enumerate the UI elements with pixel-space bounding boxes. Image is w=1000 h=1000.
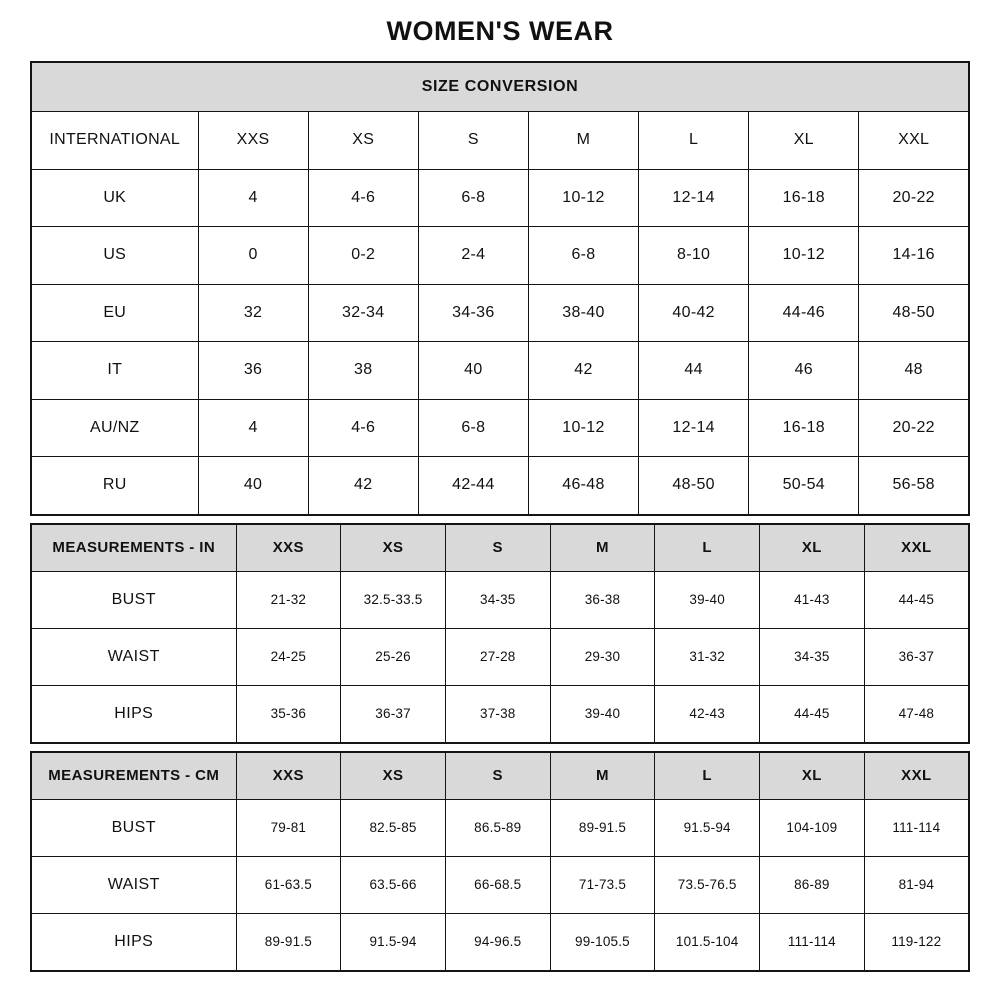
row-label: EU <box>31 284 198 342</box>
size-value-cell: 44-45 <box>760 685 865 743</box>
size-value-cell: 6-8 <box>418 399 528 457</box>
size-value-cell: 91.5-94 <box>341 913 446 971</box>
row-label: AU/NZ <box>31 399 198 457</box>
size-value-cell: 42 <box>528 342 638 400</box>
size-column-header: L <box>655 524 760 572</box>
size-value-cell: 91.5-94 <box>655 799 760 856</box>
size-value-cell: 34-35 <box>445 571 550 628</box>
size-value-cell: 71-73.5 <box>550 856 655 913</box>
size-conversion-title: SIZE CONVERSION <box>31 62 969 112</box>
size-value-cell: S <box>418 112 528 170</box>
size-value-cell: 8-10 <box>639 227 749 285</box>
size-value-cell: 31-32 <box>655 628 760 685</box>
size-value-cell: 81-94 <box>864 856 969 913</box>
row-label: RU <box>31 457 198 515</box>
size-value-cell: 4 <box>198 169 308 227</box>
size-value-cell: 36-37 <box>341 685 446 743</box>
size-value-cell: 63.5-66 <box>341 856 446 913</box>
size-value-cell: 37-38 <box>445 685 550 743</box>
table-row <box>31 856 969 913</box>
size-value-cell: 16-18 <box>749 169 859 227</box>
size-value-cell: 27-28 <box>445 628 550 685</box>
row-label: HIPS <box>31 685 236 743</box>
size-column-header: XXS <box>236 752 341 800</box>
size-value-cell: 79-81 <box>236 799 341 856</box>
size-value-cell: 61-63.5 <box>236 856 341 913</box>
size-value-cell: 12-14 <box>639 399 749 457</box>
size-value-cell: 12-14 <box>639 169 749 227</box>
size-value-cell: 34-36 <box>418 284 528 342</box>
table-row <box>31 571 969 628</box>
size-value-cell: 10-12 <box>528 169 638 227</box>
size-column-header: XL <box>760 752 865 800</box>
row-label: BUST <box>31 799 236 856</box>
size-value-cell: 56-58 <box>859 457 969 515</box>
size-value-cell: 35-36 <box>236 685 341 743</box>
table-row <box>31 685 969 743</box>
size-value-cell: 32-34 <box>308 284 418 342</box>
size-value-cell: 94-96.5 <box>445 913 550 971</box>
size-value-cell: 40 <box>198 457 308 515</box>
size-column-header: XS <box>341 752 446 800</box>
size-column-header: XL <box>760 524 865 572</box>
row-label: HIPS <box>31 913 236 971</box>
size-value-cell: 6-8 <box>418 169 528 227</box>
size-column-header: XXL <box>864 752 969 800</box>
row-label: UK <box>31 169 198 227</box>
size-value-cell: 0-2 <box>308 227 418 285</box>
table-row <box>31 399 969 457</box>
size-column-header: M <box>550 524 655 572</box>
measurements-cm-title: MEASUREMENTS - CM <box>31 752 236 800</box>
size-value-cell: L <box>639 112 749 170</box>
size-column-header: S <box>445 752 550 800</box>
size-value-cell: 36-37 <box>864 628 969 685</box>
size-value-cell: 111-114 <box>864 799 969 856</box>
size-value-cell: 44 <box>639 342 749 400</box>
size-value-cell: 86.5-89 <box>445 799 550 856</box>
table-row <box>31 628 969 685</box>
table-row <box>31 799 969 856</box>
size-value-cell: 40-42 <box>639 284 749 342</box>
size-value-cell: 48-50 <box>859 284 969 342</box>
row-label: INTERNATIONAL <box>31 112 198 170</box>
size-value-cell: 34-35 <box>760 628 865 685</box>
row-label: WAIST <box>31 628 236 685</box>
size-value-cell: 44-46 <box>749 284 859 342</box>
size-value-cell: 39-40 <box>550 685 655 743</box>
table-row <box>31 227 969 285</box>
size-column-header: L <box>655 752 760 800</box>
measurements-in-body <box>31 571 969 743</box>
size-value-cell: 42-43 <box>655 685 760 743</box>
table-row <box>31 457 969 515</box>
size-value-cell: 89-91.5 <box>550 799 655 856</box>
size-value-cell: 10-12 <box>749 227 859 285</box>
size-value-cell: 32.5-33.5 <box>341 571 446 628</box>
size-column-header: S <box>445 524 550 572</box>
table-row <box>31 284 969 342</box>
size-value-cell: 42 <box>308 457 418 515</box>
size-value-cell: 99-105.5 <box>550 913 655 971</box>
size-value-cell: 10-12 <box>528 399 638 457</box>
size-value-cell: 48-50 <box>639 457 749 515</box>
size-value-cell: 47-48 <box>864 685 969 743</box>
table-row <box>31 169 969 227</box>
size-value-cell: 66-68.5 <box>445 856 550 913</box>
size-value-cell: 20-22 <box>859 399 969 457</box>
size-value-cell: XXS <box>198 112 308 170</box>
size-value-cell: 4 <box>198 399 308 457</box>
measurements-in-title: MEASUREMENTS - IN <box>31 524 236 572</box>
size-value-cell: 119-122 <box>864 913 969 971</box>
measurements-in-table <box>30 523 970 744</box>
size-value-cell: 46-48 <box>528 457 638 515</box>
size-value-cell: 4-6 <box>308 169 418 227</box>
page-title: WOMEN'S WEAR <box>386 16 614 46</box>
size-value-cell: 41-43 <box>760 571 865 628</box>
measurements-in-header-row <box>31 524 969 572</box>
size-value-cell: 42-44 <box>418 457 528 515</box>
size-value-cell: 38-40 <box>528 284 638 342</box>
size-value-cell: XS <box>308 112 418 170</box>
size-value-cell: 44-45 <box>864 571 969 628</box>
size-value-cell: 82.5-85 <box>341 799 446 856</box>
size-value-cell: 2-4 <box>418 227 528 285</box>
size-conversion-body <box>31 112 969 515</box>
size-value-cell: 50-54 <box>749 457 859 515</box>
table-row <box>31 342 969 400</box>
measurements-cm-table <box>30 751 970 972</box>
size-value-cell: 29-30 <box>550 628 655 685</box>
size-column-header: XXL <box>864 524 969 572</box>
size-value-cell: 14-16 <box>859 227 969 285</box>
size-column-header: M <box>550 752 655 800</box>
size-value-cell: 39-40 <box>655 571 760 628</box>
measurements-cm-body <box>31 799 969 971</box>
row-label: WAIST <box>31 856 236 913</box>
size-value-cell: 21-32 <box>236 571 341 628</box>
size-value-cell: 32 <box>198 284 308 342</box>
size-value-cell: 24-25 <box>236 628 341 685</box>
size-value-cell: 48 <box>859 342 969 400</box>
size-value-cell: 104-109 <box>760 799 865 856</box>
size-value-cell: 4-6 <box>308 399 418 457</box>
size-value-cell: 36 <box>198 342 308 400</box>
size-conversion-header-row <box>31 62 969 112</box>
size-value-cell: XL <box>749 112 859 170</box>
row-label: IT <box>31 342 198 400</box>
size-value-cell: 89-91.5 <box>236 913 341 971</box>
size-column-header: XS <box>341 524 446 572</box>
row-label: BUST <box>31 571 236 628</box>
measurements-cm-header-row <box>31 752 969 800</box>
size-value-cell: 73.5-76.5 <box>655 856 760 913</box>
size-value-cell: 0 <box>198 227 308 285</box>
size-conversion-table <box>30 61 970 516</box>
size-value-cell: 86-89 <box>760 856 865 913</box>
size-value-cell: 38 <box>308 342 418 400</box>
table-row <box>31 112 969 170</box>
size-value-cell: 25-26 <box>341 628 446 685</box>
size-value-cell: 20-22 <box>859 169 969 227</box>
size-value-cell: 111-114 <box>760 913 865 971</box>
size-value-cell: 101.5-104 <box>655 913 760 971</box>
row-label: US <box>31 227 198 285</box>
size-value-cell: 16-18 <box>749 399 859 457</box>
table-row <box>31 913 969 971</box>
size-value-cell: 6-8 <box>528 227 638 285</box>
size-value-cell: 46 <box>749 342 859 400</box>
size-value-cell: 36-38 <box>550 571 655 628</box>
size-column-header: XXS <box>236 524 341 572</box>
size-value-cell: XXL <box>859 112 969 170</box>
size-value-cell: M <box>528 112 638 170</box>
size-value-cell: 40 <box>418 342 528 400</box>
